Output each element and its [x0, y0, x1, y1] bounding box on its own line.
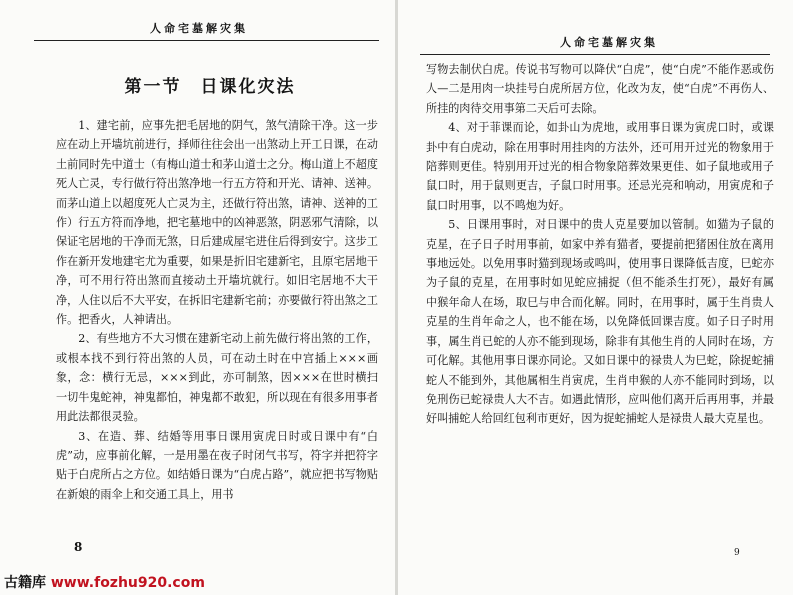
header-rule — [34, 40, 379, 41]
section-title: 第一节 日课化灾法 — [124, 77, 296, 97]
header-rule — [420, 54, 770, 55]
body-text — [56, 116, 378, 504]
page-number: 9 — [734, 548, 740, 558]
paragraph: 4、对于菲课而论，如卦山为虎地，或用事日课为寅虎口时，或课卦中有白虎动，除在用事时用挂肉的方法外，还可用开过光的物象用于陪葬则更佳。特别用开过光的相合物象陪葬效果更佳、如子鼠地或用子鼠口时，用于鼠则更吉，子鼠口时用事。还忌光亮和响动，用寅虎和子鼠口时用事，以不鸣炮为好。 — [426, 121, 774, 212]
body-text — [426, 60, 774, 429]
paragraph: 3、在造、葬、结婚等用事日课用寅虎日时或日课中有“白虎”动，应事前化解，一是用墨在夜子时闭气书写，符字并把符字贴于白虎所占之方位。如结婚日课为“白虎占路”，就应把书写物贴在新娘的雨伞上和交通工具上，用书 — [56, 429, 378, 501]
right-page — [398, 0, 793, 595]
paragraph: 1、建宅前，应事先把毛居地的阴气，煞气清除干净。这一步应在动上开墙坑前进行，择师往往会出一出煞动上开工日课，在动土前同时先中道士（有梅山道士和茅山道士之分。梅山道上不超度死人亡灵，专行做行符出煞净地一行五方符和开光、请神、送神。而茅山道上以超度死人亡灵为主，还做行符出煞，请神、送神的工作）行五方符而净地，把宅墓地中的凶神恶煞，阴恶邪气清除，以保证宅居地的干净而无煞，日后建成屋宅进住后得到安宁。这步工作在新开发地建宅尤为重要，如果是折旧宅建新宅，且原宅居地干净，可不用行符出煞而直接动土开墙坑就行。如旧宅居地不大干净，人住以后不大平安，在拆旧宅建新宅前；亦要做行符出煞之工作。把香火，人神请出。 — [56, 119, 378, 327]
running-head: 人命宅墓解灾集 — [150, 22, 248, 35]
left-page — [0, 0, 396, 595]
paragraph: 写物去制伏白虎。传说书写物可以降伏“白虎”，使“白虎”不能作恶或伤人—二是用肉一块挂号白虎所居方位，化改为友，使“白虎”不再伤人、所挂的肉待交用事第二天后可去除。 — [426, 63, 774, 115]
running-head: 人命宅墓解灾集 — [560, 36, 658, 49]
paragraph: 5、日课用事时，对日课中的贵人克星要加以管制。如猫为子鼠的克星，在子日子时用事前，如家中养有猫者，要提前把猪困住放在离用事地远处。以免用事时猫到现场或鸣叫，使用事日课降低吉度，巳蛇亦为子鼠的克星，在用事时如见蛇应捕捉（但不能杀生打死），最好有属中猴年命人在场，取巳与申合而化解。同时，在用事时，属于生肖贵人克星的生肖年命之人，也不能在场，以免降低回课吉度。如子日子时用事，属生肖已蛇的人亦不能到现场，除非有其他生肖的人同时在场，方可化解。其他用事日课亦同论。又如日课中的禄贵人为巳蛇，除捉蛇捕蛇人不能到外，其他属相生肖寅虎，生肖申猴的人亦不能同时到场，以免刑伤已蛇禄贵人大不吉。如遇此情形，应叫他们离开后再用事，并最好叫捕蛇人给回红包利市更好，因为捉蛇捕蛇人是禄贵人最大克星也。 — [426, 218, 774, 426]
page-number: 8 — [74, 540, 83, 554]
watermark-url: www.fozhu920.com — [50, 575, 205, 591]
paragraph: 2、有些地方不大习惯在建新宅动上前先做行将出煞的工作，或根本找不到行符出煞的人员，可在动土时在中宫插上×××画象，念：横行无忌，×××到此，亦可制煞，因×××在世时横扫一切牛鬼蛇神，神鬼都怕，神鬼都不敢犯，所以现在有很多用事者用此法都很灵验。 — [56, 332, 378, 424]
site-watermark — [4, 572, 205, 592]
watermark-site-name: 古籍库 — [4, 575, 46, 591]
